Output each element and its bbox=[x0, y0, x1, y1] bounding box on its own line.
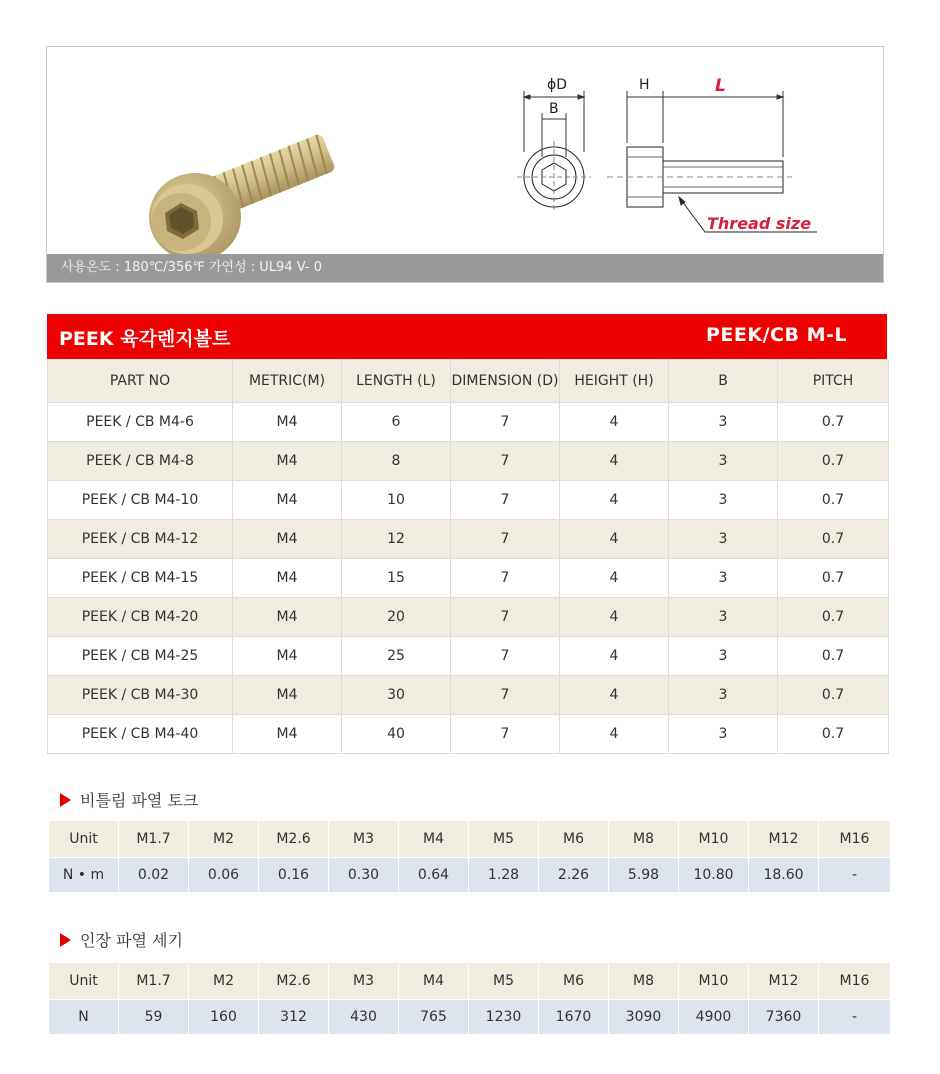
tensile-value-cell: 4900 bbox=[679, 1000, 749, 1035]
torque-value-cell: 0.16 bbox=[259, 858, 329, 893]
cell-b: 3 bbox=[669, 598, 778, 637]
triangle-bullet-icon bbox=[60, 793, 71, 807]
cell-part-no: PEEK / CB M4-20 bbox=[48, 598, 233, 637]
cell-b: 3 bbox=[669, 559, 778, 598]
cell-length: 20 bbox=[342, 598, 451, 637]
bolt-illustration bbox=[47, 47, 885, 284]
cell-b: 3 bbox=[669, 637, 778, 676]
cell-dimension: 7 bbox=[451, 715, 560, 754]
torque-value-cell: 10.80 bbox=[679, 858, 749, 893]
tensile-header-cell: M10 bbox=[679, 963, 749, 1000]
diameter-label: ϕD bbox=[547, 77, 568, 93]
cell-metric: M4 bbox=[233, 481, 342, 520]
tensile-heading-text: 인장 파열 세기 bbox=[80, 931, 183, 950]
torque-header-cell: M12 bbox=[749, 821, 819, 858]
dimension-diagram bbox=[517, 91, 817, 232]
torque-value-cell: 2.26 bbox=[539, 858, 609, 893]
cell-metric: M4 bbox=[233, 598, 342, 637]
torque-value-cell: 0.06 bbox=[189, 858, 259, 893]
tensile-value-cell: - bbox=[819, 1000, 891, 1035]
cell-dimension: 7 bbox=[451, 598, 560, 637]
torque-header-cell: M4 bbox=[399, 821, 469, 858]
h-label: H bbox=[639, 77, 650, 93]
tensile-header-cell: M12 bbox=[749, 963, 819, 1000]
cell-metric: M4 bbox=[233, 676, 342, 715]
tensile-header-cell: M4 bbox=[399, 963, 469, 1000]
torque-header-cell: M8 bbox=[609, 821, 679, 858]
cell-pitch: 0.7 bbox=[778, 715, 889, 754]
tensile-value-cell: 1230 bbox=[469, 1000, 539, 1035]
torque-header-cell: M2.6 bbox=[259, 821, 329, 858]
cell-metric: M4 bbox=[233, 559, 342, 598]
col-header-height: HEIGHT (H) bbox=[560, 360, 669, 403]
cell-part-no: PEEK / CB M4-30 bbox=[48, 676, 233, 715]
cell-height: 4 bbox=[560, 403, 669, 442]
tensile-value-cell: 765 bbox=[399, 1000, 469, 1035]
torque-header-cell: M6 bbox=[539, 821, 609, 858]
table-row bbox=[48, 520, 889, 559]
cell-part-no: PEEK / CB M4-10 bbox=[48, 481, 233, 520]
cell-dimension: 7 bbox=[451, 481, 560, 520]
cell-height: 4 bbox=[560, 637, 669, 676]
cell-part-no: PEEK / CB M4-25 bbox=[48, 637, 233, 676]
product-title: PEEK 육각렌지볼트 bbox=[59, 328, 231, 350]
cell-length: 8 bbox=[342, 442, 451, 481]
tensile-heading bbox=[60, 928, 183, 951]
col-header-part-no: PART NO bbox=[48, 360, 233, 403]
cell-pitch: 0.7 bbox=[778, 598, 889, 637]
product-spec-table bbox=[47, 359, 889, 754]
col-header-dimension: DIMENSION (D) bbox=[451, 360, 560, 403]
product-image-panel bbox=[46, 46, 884, 283]
col-header-length: LENGTH (L) bbox=[342, 360, 451, 403]
torque-value-cell: - bbox=[819, 858, 891, 893]
tensile-value-cell: 3090 bbox=[609, 1000, 679, 1035]
torque-header-cell: M3 bbox=[329, 821, 399, 858]
triangle-bullet-icon bbox=[60, 933, 71, 947]
torque-value-cell: 0.02 bbox=[119, 858, 189, 893]
tensile-header-cell: M8 bbox=[609, 963, 679, 1000]
cell-b: 3 bbox=[669, 676, 778, 715]
cell-metric: M4 bbox=[233, 403, 342, 442]
cell-metric: M4 bbox=[233, 715, 342, 754]
tensile-table bbox=[48, 962, 891, 1035]
product-code: PEEK/CB M-L bbox=[706, 324, 847, 346]
cell-dimension: 7 bbox=[451, 676, 560, 715]
cell-height: 4 bbox=[560, 559, 669, 598]
cell-pitch: 0.7 bbox=[778, 676, 889, 715]
cell-length: 6 bbox=[342, 403, 451, 442]
torque-header-cell: M16 bbox=[819, 821, 891, 858]
col-header-metric: METRIC(M) bbox=[233, 360, 342, 403]
table-row bbox=[48, 715, 889, 754]
tensile-value-cell: 160 bbox=[189, 1000, 259, 1035]
torque-header-cell: M10 bbox=[679, 821, 749, 858]
tensile-header-cell: M6 bbox=[539, 963, 609, 1000]
cell-length: 25 bbox=[342, 637, 451, 676]
cell-dimension: 7 bbox=[451, 520, 560, 559]
torque-header-row bbox=[49, 821, 891, 858]
cell-length: 40 bbox=[342, 715, 451, 754]
cell-pitch: 0.7 bbox=[778, 403, 889, 442]
torque-heading bbox=[60, 788, 198, 811]
cell-height: 4 bbox=[560, 715, 669, 754]
tensile-header-cell: Unit bbox=[49, 963, 119, 1000]
cell-pitch: 0.7 bbox=[778, 559, 889, 598]
b-label: B bbox=[549, 101, 559, 117]
cell-dimension: 7 bbox=[451, 637, 560, 676]
cell-b: 3 bbox=[669, 481, 778, 520]
cell-metric: M4 bbox=[233, 442, 342, 481]
table-row bbox=[48, 637, 889, 676]
cell-height: 4 bbox=[560, 598, 669, 637]
bolt-photo bbox=[149, 133, 336, 261]
col-header-pitch: PITCH bbox=[778, 360, 889, 403]
table-row bbox=[48, 598, 889, 637]
torque-value-cell: 1.28 bbox=[469, 858, 539, 893]
cell-height: 4 bbox=[560, 676, 669, 715]
cell-dimension: 7 bbox=[451, 442, 560, 481]
cell-length: 30 bbox=[342, 676, 451, 715]
cell-length: 15 bbox=[342, 559, 451, 598]
tensile-value-cell: 59 bbox=[119, 1000, 189, 1035]
torque-header-cell: M2 bbox=[189, 821, 259, 858]
tensile-header-cell: M1.7 bbox=[119, 963, 189, 1000]
cell-part-no: PEEK / CB M4-40 bbox=[48, 715, 233, 754]
tensile-header-row bbox=[49, 963, 891, 1000]
cell-metric: M4 bbox=[233, 520, 342, 559]
torque-value-cell: 0.30 bbox=[329, 858, 399, 893]
product-title-bar bbox=[47, 314, 887, 359]
cell-b: 3 bbox=[669, 520, 778, 559]
tensile-value-row bbox=[49, 1000, 891, 1035]
cell-length: 10 bbox=[342, 481, 451, 520]
tensile-header-cell: M2 bbox=[189, 963, 259, 1000]
torque-header-cell: M1.7 bbox=[119, 821, 189, 858]
cell-b: 3 bbox=[669, 715, 778, 754]
cell-dimension: 7 bbox=[451, 559, 560, 598]
cell-b: 3 bbox=[669, 442, 778, 481]
cell-pitch: 0.7 bbox=[778, 442, 889, 481]
cell-pitch: 0.7 bbox=[778, 481, 889, 520]
cell-part-no: PEEK / CB M4-15 bbox=[48, 559, 233, 598]
col-header-b: B bbox=[669, 360, 778, 403]
table-header-row bbox=[48, 360, 889, 403]
tensile-value-cell: 430 bbox=[329, 1000, 399, 1035]
cell-height: 4 bbox=[560, 520, 669, 559]
torque-header-cell: M5 bbox=[469, 821, 539, 858]
torque-value-row bbox=[49, 858, 891, 893]
tensile-header-cell: M3 bbox=[329, 963, 399, 1000]
table-row bbox=[48, 676, 889, 715]
torque-value-cell: 18.60 bbox=[749, 858, 819, 893]
cell-length: 12 bbox=[342, 520, 451, 559]
tensile-value-cell: 1670 bbox=[539, 1000, 609, 1035]
cell-height: 4 bbox=[560, 481, 669, 520]
tensile-header-cell: M2.6 bbox=[259, 963, 329, 1000]
table-row bbox=[48, 481, 889, 520]
cell-height: 4 bbox=[560, 442, 669, 481]
torque-value-cell: 5.98 bbox=[609, 858, 679, 893]
cell-part-no: PEEK / CB M4-8 bbox=[48, 442, 233, 481]
table-row bbox=[48, 442, 889, 481]
tensile-value-cell: N bbox=[49, 1000, 119, 1035]
torque-header-cell: Unit bbox=[49, 821, 119, 858]
table-row bbox=[48, 403, 889, 442]
l-label: L bbox=[715, 76, 726, 96]
torque-value-cell: 0.64 bbox=[399, 858, 469, 893]
cell-part-no: PEEK / CB M4-12 bbox=[48, 520, 233, 559]
spec-bar: 사용온도 : 180℃/356℉ 가연성 : UL94 V- 0 bbox=[47, 254, 883, 282]
tensile-header-cell: M16 bbox=[819, 963, 891, 1000]
cell-metric: M4 bbox=[233, 637, 342, 676]
table-row bbox=[48, 559, 889, 598]
cell-pitch: 0.7 bbox=[778, 637, 889, 676]
torque-value-cell: N • m bbox=[49, 858, 119, 893]
cell-b: 3 bbox=[669, 403, 778, 442]
tensile-value-cell: 7360 bbox=[749, 1000, 819, 1035]
tensile-value-cell: 312 bbox=[259, 1000, 329, 1035]
torque-table bbox=[48, 820, 891, 893]
cell-dimension: 7 bbox=[451, 403, 560, 442]
torque-heading-text: 비틀림 파열 토크 bbox=[80, 791, 199, 810]
tensile-header-cell: M5 bbox=[469, 963, 539, 1000]
cell-part-no: PEEK / CB M4-6 bbox=[48, 403, 233, 442]
thread-size-label: Thread size bbox=[707, 214, 812, 233]
cell-pitch: 0.7 bbox=[778, 520, 889, 559]
